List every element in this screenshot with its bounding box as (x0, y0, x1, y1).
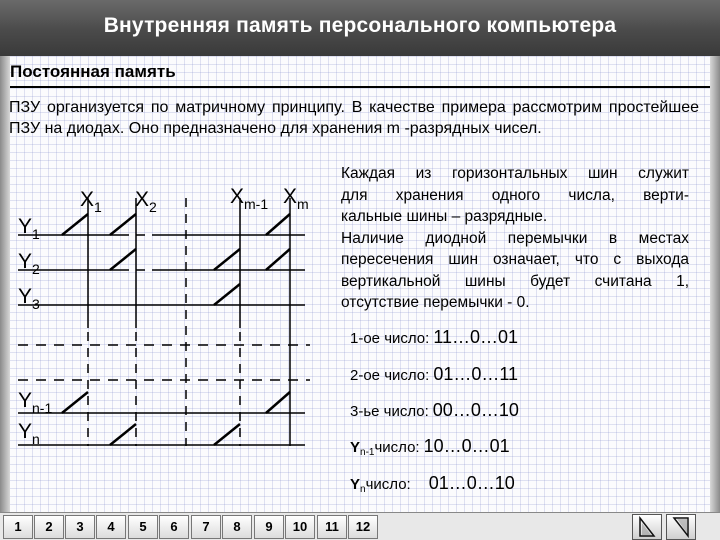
diode-jumper (266, 249, 290, 270)
number-code-label: 1-ое число: (350, 330, 430, 347)
nav-page-5[interactable]: 5 (128, 515, 158, 539)
number-code-row (350, 400, 519, 421)
diode-jumper (110, 214, 136, 235)
horizontal-buses (18, 235, 310, 445)
right-edge (710, 56, 720, 540)
row-label-y1: $Y_1$ (18, 215, 40, 242)
section-divider (10, 86, 710, 88)
diode-jumper (214, 424, 240, 445)
number-code-value: 10…0…01 (423, 436, 510, 456)
nav-page-4[interactable]: 4 (96, 515, 126, 539)
description-line: кальные шины – разрядные. (341, 208, 548, 225)
description-line: Каждая из горизонтальных шин служит (341, 165, 689, 182)
row-label-yn-1: $Y_{n-1}$ (18, 389, 53, 416)
description-line: для хранения одного числа, верти- (341, 186, 689, 204)
description-line: отсутствие перемычки - 0. (341, 294, 530, 311)
diode-matrix-diagram (0, 170, 345, 470)
row-label-y3: $Y_3$ (18, 285, 40, 312)
nav-page-3[interactable]: 3 (65, 515, 95, 539)
description-line: вертикальной шины будет считана 1, (341, 272, 689, 290)
row-label-yn: $Y_n$ (18, 420, 40, 447)
number-code-value: 11…0…01 (433, 327, 519, 347)
column-label-x1: $X_1$ (80, 188, 102, 215)
nav-page-6[interactable]: 6 (159, 515, 189, 539)
diode-jumper (266, 214, 290, 235)
number-code-prefix: Y (350, 439, 361, 456)
number-code-label: число: (374, 439, 420, 456)
next-arrow-icon (667, 515, 695, 539)
column-label-x2: $X_2$ (135, 188, 157, 215)
diode-jumper (62, 392, 88, 413)
diode-jumper (266, 392, 290, 413)
intro-paragraph: ПЗУ организуется по матричному принципу. В качестве примера рассмотрим простейшее ПЗУ на диодах. Оно предназначено для хранения m -разрядных чисел. (9, 99, 699, 137)
section-title: Постоянная память (10, 62, 176, 81)
number-code-value: 01…0…11 (433, 364, 519, 384)
slide-header (0, 0, 720, 56)
diode-jumpers (62, 214, 290, 445)
description-paragraph (341, 163, 689, 314)
diode-jumper (110, 424, 136, 445)
number-code-row (350, 364, 518, 385)
number-code-label: 2-ое число: (350, 367, 430, 384)
description-line: Наличие диодной перемычки в местах (341, 229, 689, 247)
column-label-xm-1: $X_{m-1}$ (230, 185, 269, 212)
column-label-xm: $X_m$ (283, 185, 309, 212)
number-code-row (350, 327, 518, 348)
number-code-label: 3-ье число: (350, 403, 429, 420)
nav-page-10[interactable]: 10 (285, 515, 315, 539)
slide-title: Внутренняя память персонального компьютера (103, 14, 617, 37)
next-slide-button[interactable] (666, 514, 696, 540)
nav-page-7[interactable]: 7 (191, 515, 221, 539)
nav-page-1[interactable]: 1 (3, 515, 33, 539)
number-code-label: число: (365, 476, 411, 493)
row-label-y2: $Y_2$ (18, 250, 40, 277)
diode-jumper (214, 284, 240, 305)
number-code-prefix: Y (350, 476, 361, 493)
nav-page-8[interactable]: 8 (222, 515, 252, 539)
diode-jumper (110, 249, 136, 270)
number-code-value: 00…0…10 (432, 400, 519, 420)
diode-jumper (214, 249, 240, 270)
prev-slide-button[interactable] (632, 514, 662, 540)
nav-page-11[interactable]: 11 (317, 515, 347, 539)
nav-page-12[interactable]: 12 (348, 515, 378, 539)
slide-navigation-bar (0, 512, 720, 540)
number-code-row: $Y_{n-1}число$: 10…0…01 (350, 436, 510, 458)
number-code-value: 01…0…10 (428, 473, 515, 493)
number-code-row: $Y_nчисло$: 01…0…10 (350, 473, 515, 495)
nav-page-9[interactable]: 9 (254, 515, 284, 539)
prev-arrow-icon (633, 515, 661, 539)
description-line: пересечения шин означает, что с выхода (341, 251, 689, 268)
nav-page-2[interactable]: 2 (34, 515, 64, 539)
